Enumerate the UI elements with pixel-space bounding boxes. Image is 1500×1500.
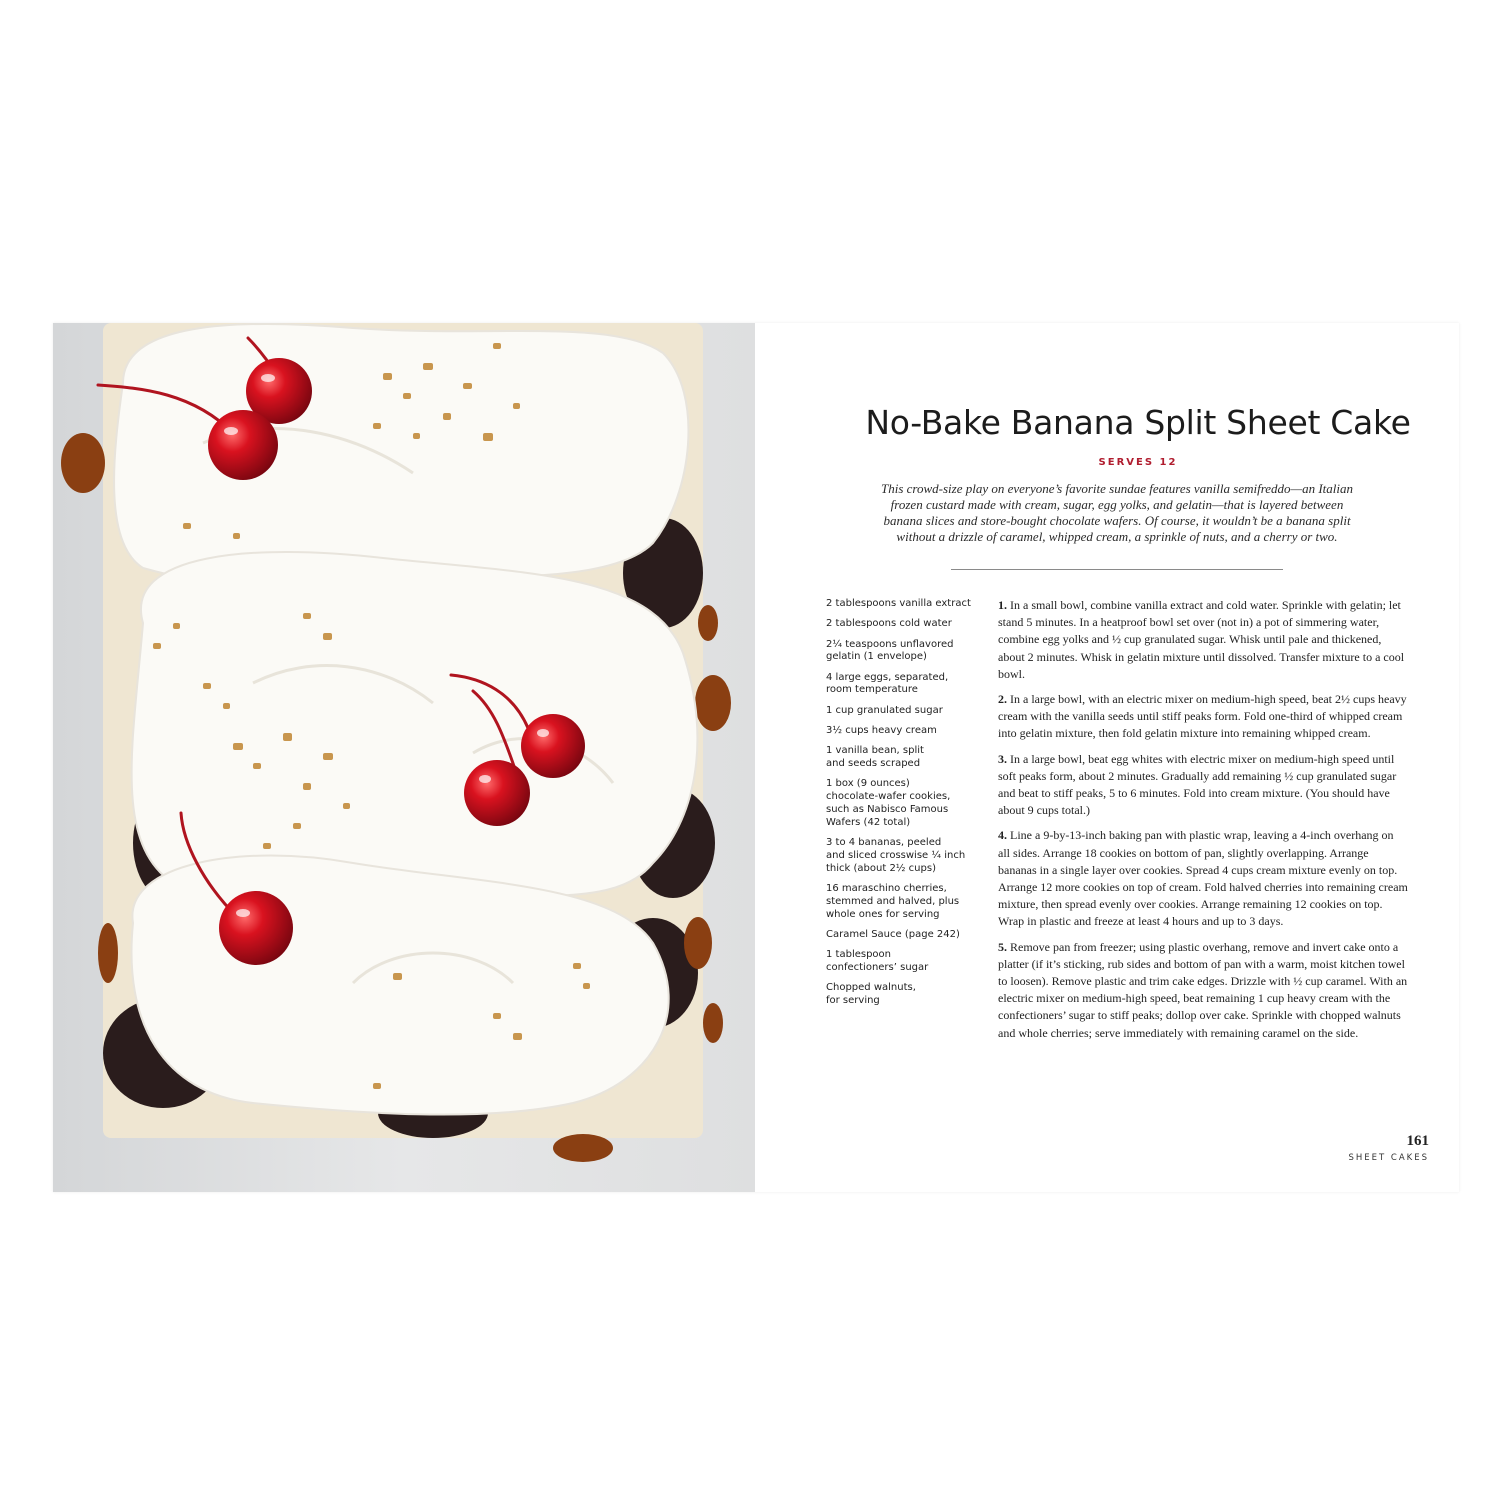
method-step — [998, 827, 1408, 930]
ingredient-item: Chopped walnuts, for serving — [826, 982, 916, 1007]
step-text: Remove pan from freezer; using plastic overhang, remove and invert cake onto a platter (if it’s sticking, rub sides and bottom of pan with a warm, moist kitchen towel to loosen). Remove plastic and trim cake edges. Drizzle with ½ cup caramel. With an electric mixer on medium-high speed, beat remaining 1 cup heavy cream with the confectioners’ sugar to stiff peaks; dollop over cake. Sprinkle with chopped walnuts and whole cherries; serve immediately with remaining caramel on the side. — [998, 939, 1408, 1040]
method-step — [998, 751, 1408, 820]
ingredient-item: 4 large eggs, separated, room temperature — [826, 671, 949, 696]
method-step — [998, 939, 1408, 1042]
page-number: 161 — [1406, 1133, 1429, 1149]
ingredient-item: 3½ cups heavy cream — [826, 725, 937, 737]
step-number: 5. — [998, 939, 1007, 954]
recipe-title: No-Bake Banana Split Sheet Cake — [865, 403, 1411, 442]
step-number: 4. — [998, 828, 1007, 843]
ingredient-item: 1 vanilla bean, split and seeds scraped — [826, 745, 924, 770]
step-text: Line a 9-by-13-inch baking pan with plastic wrap, leaving a 4-inch overhang on all sides. Arrange 18 cookies on bottom of pan, slightly overlapping. Arrange bananas in a single layer over cookies. Spread 4 cups cream mixture evenly on top. Arrange 12 more cookies on top of cream. Fold halved cherries into remaining cream mixture, then spread evenly over cookies. Arrange remaining 12 cookies on top. Wrap in plastic and freeze at least 4 hours and up to 3 days. — [998, 828, 1408, 929]
book-spread — [53, 323, 1459, 1192]
method-steps — [998, 597, 1408, 1050]
ingredient-item: Caramel Sauce (page 242) — [826, 928, 960, 940]
step-number: 3. — [998, 751, 1007, 766]
cake-photo — [53, 323, 755, 1192]
method-step — [998, 691, 1408, 743]
method-step — [998, 597, 1408, 683]
step-number: 2. — [998, 692, 1007, 707]
ingredient-item: 1 cup granulated sugar — [826, 704, 943, 716]
ingredient-item: 16 maraschino cherries, stemmed and halved, plus whole ones for serving — [826, 883, 960, 920]
ingredients-list — [826, 598, 976, 1015]
recipe-page — [755, 323, 1459, 1192]
ingredient-item: 3 to 4 bananas, peeled and sliced crosswise ¼ inch thick (about 2½ cups) — [826, 837, 966, 874]
ingredient-item: 1 box (9 ounces) chocolate-wafer cookies, such as Nabisco Famous Wafers (42 total) — [826, 778, 951, 828]
serves-label: SERVES 12 — [1098, 457, 1178, 468]
step-text: In a large bowl, with an electric mixer on medium-high speed, beat 2½ cups heavy cream with the vanilla seeds until stiff peaks form. Fold one-third of whipped cream into gelatin mixture, then fold gelatin mixture into remaining whipped cream. — [998, 692, 1407, 741]
step-number: 1. — [998, 598, 1007, 612]
ingredient-item: 2 tablespoons cold water — [826, 618, 952, 630]
step-text: In a large bowl, beat egg whites with electric mixer on medium-high speed until soft peaks form, about 2 minutes. Gradually add remaining ½ cup granulated sugar and beat to stiff peaks, 5 to 6 minutes. Fold into cream mixture. (You should have about 9 cups total.) — [998, 751, 1397, 818]
ingredient-item: 1 tablespoon confectioners’ sugar — [826, 949, 929, 974]
step-text: In a small bowl, combine vanilla extract and cold water. Sprinkle with gelatin; let stand 5 minutes. In a heatproof bowl set over (not in) a pot of simmering water, combine egg yolks and ½ cup granulated sugar. Whisk until pale and thickened, about 2 minutes. Whisk in gelatin mixture until dissolved. Transfer mixture to a cool bowl. — [998, 598, 1405, 681]
section-title: SHEET CAKES — [1348, 1153, 1429, 1163]
divider-rule — [951, 569, 1283, 570]
ingredient-item: 2 tablespoons vanilla extract — [826, 598, 971, 609]
recipe-intro: This crowd-size play on everyone’s favorite sundae features vanilla semifreddo—an Italian frozen custard made with cream, sugar, egg yolks, and gelatin—that is layered between banana slices and store-bought chocolate wafers. Of course, it wouldn’t be a banana split without a drizzle of caramel, whipped cream, a sprinkle of nuts, and a cherry or two. — [880, 481, 1354, 544]
ingredient-item: 2¼ teaspoons unflavored gelatin (1 envelope) — [826, 638, 954, 663]
